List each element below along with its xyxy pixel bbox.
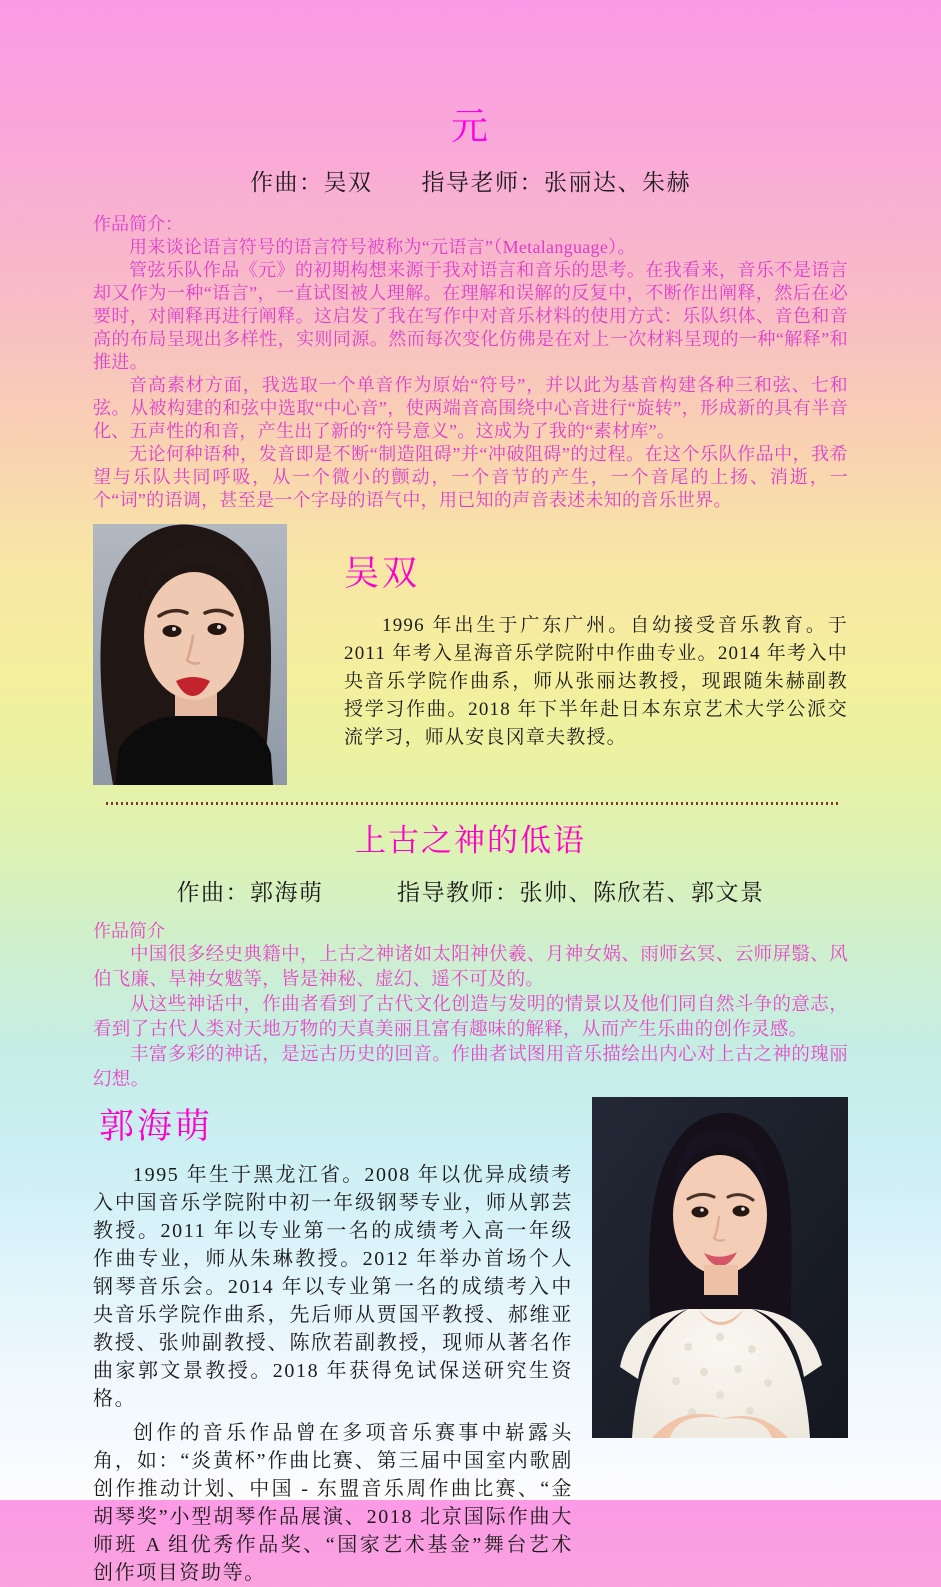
intro1-paragraph: 管弦乐队作品《元》的初期构想来源于我对语言和音乐的思考。在我看来，音乐不是语言却又作为一种“语言”，一直试图被人理解。在理解和误解的反复中，不断作出阐释，然后在必要时，对阐释再进行阐释。这启发了我在写作中对音乐材料的使用方式：乐队织体、音色和音高的布局呈现出多样性，实则同源。然而每次变化仿佛是在对上一次材料呈现的一种“解释”和推进。 [93,260,848,372]
guo-haimeng-photo [592,1097,848,1438]
byline-composer-advisors-2: 作曲：郭海萌 指导教师：张帅、陈欣若、郭文景 [176,880,765,905]
byline-composer-advisors-1: 作曲：吴双 指导老师：张丽达、朱赫 [250,170,691,195]
intro2-paragraph: 中国很多经史典籍中，上古之神诸如太阳神伏羲、月神女娲、雨师玄冥、云师屏翳、风伯飞廉、旱神女魃等，皆是神秘、虚幻、遥不可及的。 [93,945,848,990]
composer-name-wu-shuang: 吴双 [344,554,421,593]
wu-shuang-portrait-image [93,524,287,785]
composer-block-guo-haimeng [93,1099,848,1587]
intro2-paragraph: 从这些神话中，作曲者看到了古代文化创造与发明的情景以及他们同自然斗争的意志，看到了古代人类对天地万物的天真美丽且富有趣味的解释，从而产生乐曲的创作灵感。 [93,995,848,1040]
intro1-paragraph: 音高素材方面，我选取一个单音作为原始“符号”，并以此为基音构建各种三和弦、七和弦。从被构建的和弦中选取“中心音”，使两端音高围绕中心音进行“旋转”，形成新的具有半音化、五声性的和音，产生出了新的“符号意义”。这成为了我的“素材库”。 [93,375,848,441]
work-title-yuan: 元 [451,107,490,148]
composer-bio-wu-shuang [344,524,848,752]
wu-shuang-photo [93,524,287,785]
composer-name-guo-haimeng: 郭海萌 [99,1107,214,1146]
work-intro-1 [93,236,848,512]
intro2-paragraph: 丰富多彩的神话，是远古历史的回音。作曲者试图用音乐描绘出内心对上古之神的瑰丽幻想。 [93,1045,848,1090]
composer-bio-text-guo-haimeng: 创作的音乐作品曾在多项音乐赛事中崭露头角，如：“炎黄杯”作曲比赛、第三届中国室内歌剧创作推动计划、中国 - 东盟音乐周作曲比赛、“金胡琴奖”小型胡琴作品展演、2018 北京国际作曲大师班 A 组优秀作品奖、“国家艺术基金”舞台艺术创作项目资助等。 [93,1422,573,1584]
intro-label-1: 作品简介： [93,214,183,234]
composer-bio-text-guo-haimeng: 1995 年生于黑龙江省。2008 年以优异成绩考入中国音乐学院附中初一年级钢琴专业，师从郭芸教授。2011 年以专业第一名的成绩考入高一年级作曲专业，师从朱琳教授。2012 年举办首场个人钢琴音乐会。2014 年以专业第一名的成绩考入中央音乐学院作曲系，先后师从贾国平教授、郝维亚教授、张帅副教授、陈欣若副教授，现师从著名作曲家郭文景教授。2018 年获得免试保送研究生资格。 [93,1164,573,1410]
work-intro-2 [93,943,848,1093]
composer-bio-text-wu-shuang: 1996 年出生于广东广州。自幼接受音乐教育。于 2011 年考入星海音乐学院附中作曲专业。2014 年考入中央音乐学院作曲系，师从张丽达教授，现跟随朱赫副教授学习作曲。2018 年下半年赴日本东京艺术大学公派交流学习，师从安良冈章夫教授。 [344,615,848,748]
intro1-paragraph: 无论何种语种，发音即是不断“制造阻碍”并“冲破阻碍”的过程。在这个乐队作品中，我希望与乐队共同呼吸，从一个微小的颤动，一个音节的产生，一个音尾的上扬、消逝，一个“词”的语调，甚至是一个字母的语气中，用已知的声音表述未知的音乐世界。 [93,444,848,510]
intro-label-2: 作品简介 [93,921,165,941]
composer-bio-guo-haimeng [93,1099,573,1587]
guo-haimeng-portrait-image [592,1097,848,1438]
composer-block-wu-shuang [93,524,848,785]
work-title-shanggu: 上古之神的低语 [355,823,586,858]
intro1-paragraph: 用来谈论语言符号的语言符号被称为“元语言”（Metalanguage）。 [129,237,636,257]
